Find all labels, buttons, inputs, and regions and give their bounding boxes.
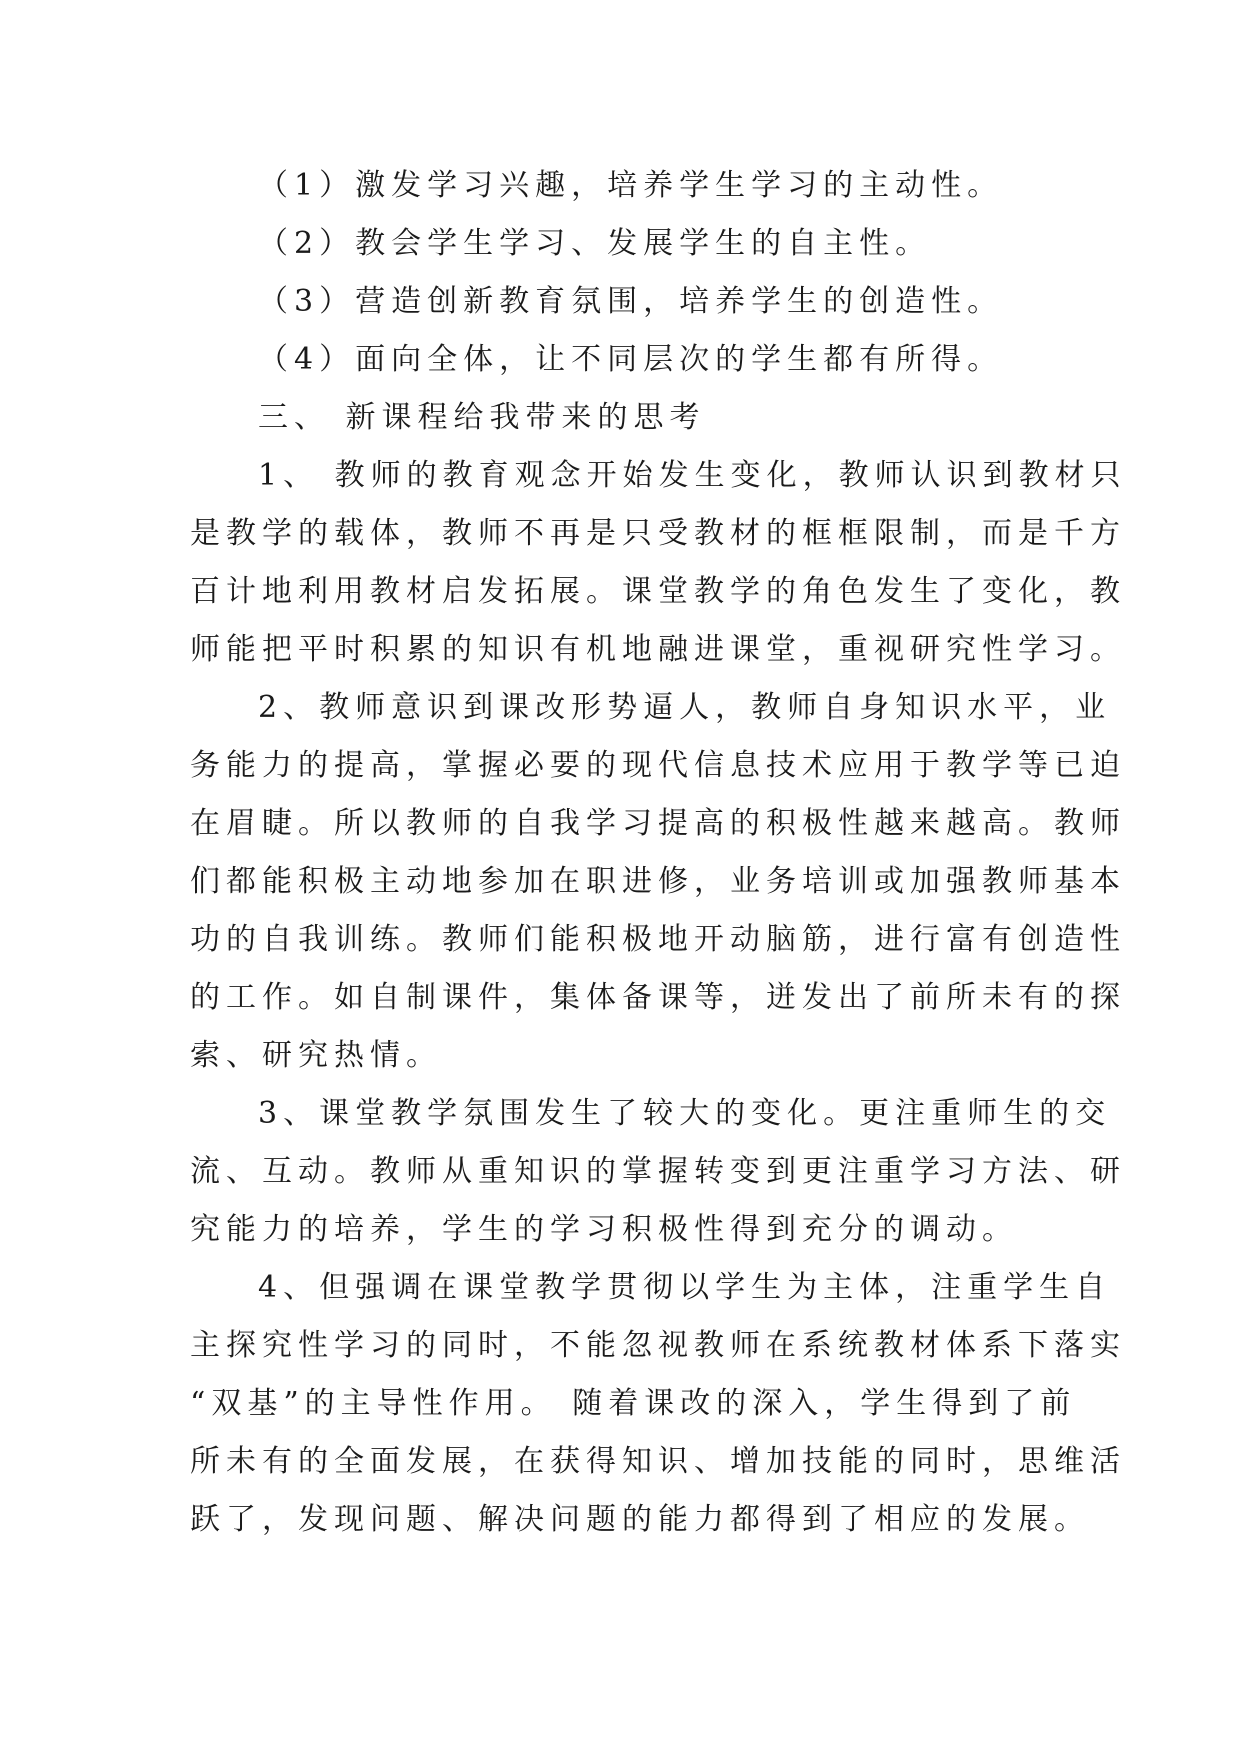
paragraph-2-line-1: 2、教师意识到课改形势逼人，教师自身知识水平，业 — [258, 690, 1112, 725]
paragraph-2-line-5: 功的自我训练。教师们能积极地开动脑筋，进行富有创造性 — [190, 922, 1126, 957]
paragraph-4-line-3: “双基”的主导性作用。 随着课改的深入，学生得到了前 — [190, 1386, 1077, 1421]
paragraph-4-line-5: 跃了，发现问题、解决问题的能力都得到了相应的发展。 — [190, 1502, 1090, 1537]
list-item-1: （1）激发学习兴趣，培养学生学习的主动性。 — [258, 168, 1004, 203]
paragraph-2-line-6: 的工作。如自制课件，集体备课等，迸发出了前所未有的探 — [190, 980, 1126, 1015]
paragraph-2-line-2: 务能力的提高，掌握必要的现代信息技术应用于教学等已迫 — [190, 748, 1126, 783]
paragraph-2-line-3: 在眉睫。所以教师的自我学习提高的积极性越来越高。教师 — [190, 806, 1126, 841]
paragraph-1-line-1: 1、 教师的教育观念开始发生变化，教师认识到教材只 — [258, 458, 1127, 493]
paragraph-1-line-2: 是教学的载体，教师不再是只受教材的框框限制，而是千方 — [190, 516, 1126, 551]
list-item-4: （4）面向全体，让不同层次的学生都有所得。 — [258, 342, 1004, 377]
paragraph-1-line-4: 师能把平时积累的知识有机地融进课堂，重视研究性学习。 — [190, 632, 1126, 667]
paragraph-3-line-3: 究能力的培养，学生的学习积极性得到充分的调动。 — [190, 1212, 1018, 1247]
paragraph-4-line-4: 所未有的全面发展，在获得知识、增加技能的同时，思维活 — [190, 1444, 1126, 1479]
paragraph-3-line-1: 3、课堂教学氛围发生了较大的变化。更注重师生的交 — [258, 1096, 1112, 1131]
paragraph-3-line-2: 流、互动。教师从重知识的掌握转变到更注重学习方法、研 — [190, 1154, 1126, 1189]
list-item-2: （2）教会学生学习、发展学生的自主性。 — [258, 226, 932, 261]
paragraph-4-line-2: 主探究性学习的同时，不能忽视教师在系统教材体系下落实 — [190, 1328, 1126, 1363]
section-heading: 三、 新课程给我带来的思考 — [258, 400, 706, 435]
paragraph-2-line-7: 索、研究热情。 — [190, 1038, 442, 1073]
list-item-3: （3）营造创新教育氛围，培养学生的创造性。 — [258, 284, 1004, 319]
paragraph-4-line-1: 4、但强调在课堂教学贯彻以学生为主体，注重学生自 — [258, 1270, 1112, 1305]
paragraph-2-line-4: 们都能积极主动地参加在职进修，业务培训或加强教师基本 — [190, 864, 1126, 899]
paragraph-1-line-3: 百计地利用教材启发拓展。课堂教学的角色发生了变化，教 — [190, 574, 1126, 609]
